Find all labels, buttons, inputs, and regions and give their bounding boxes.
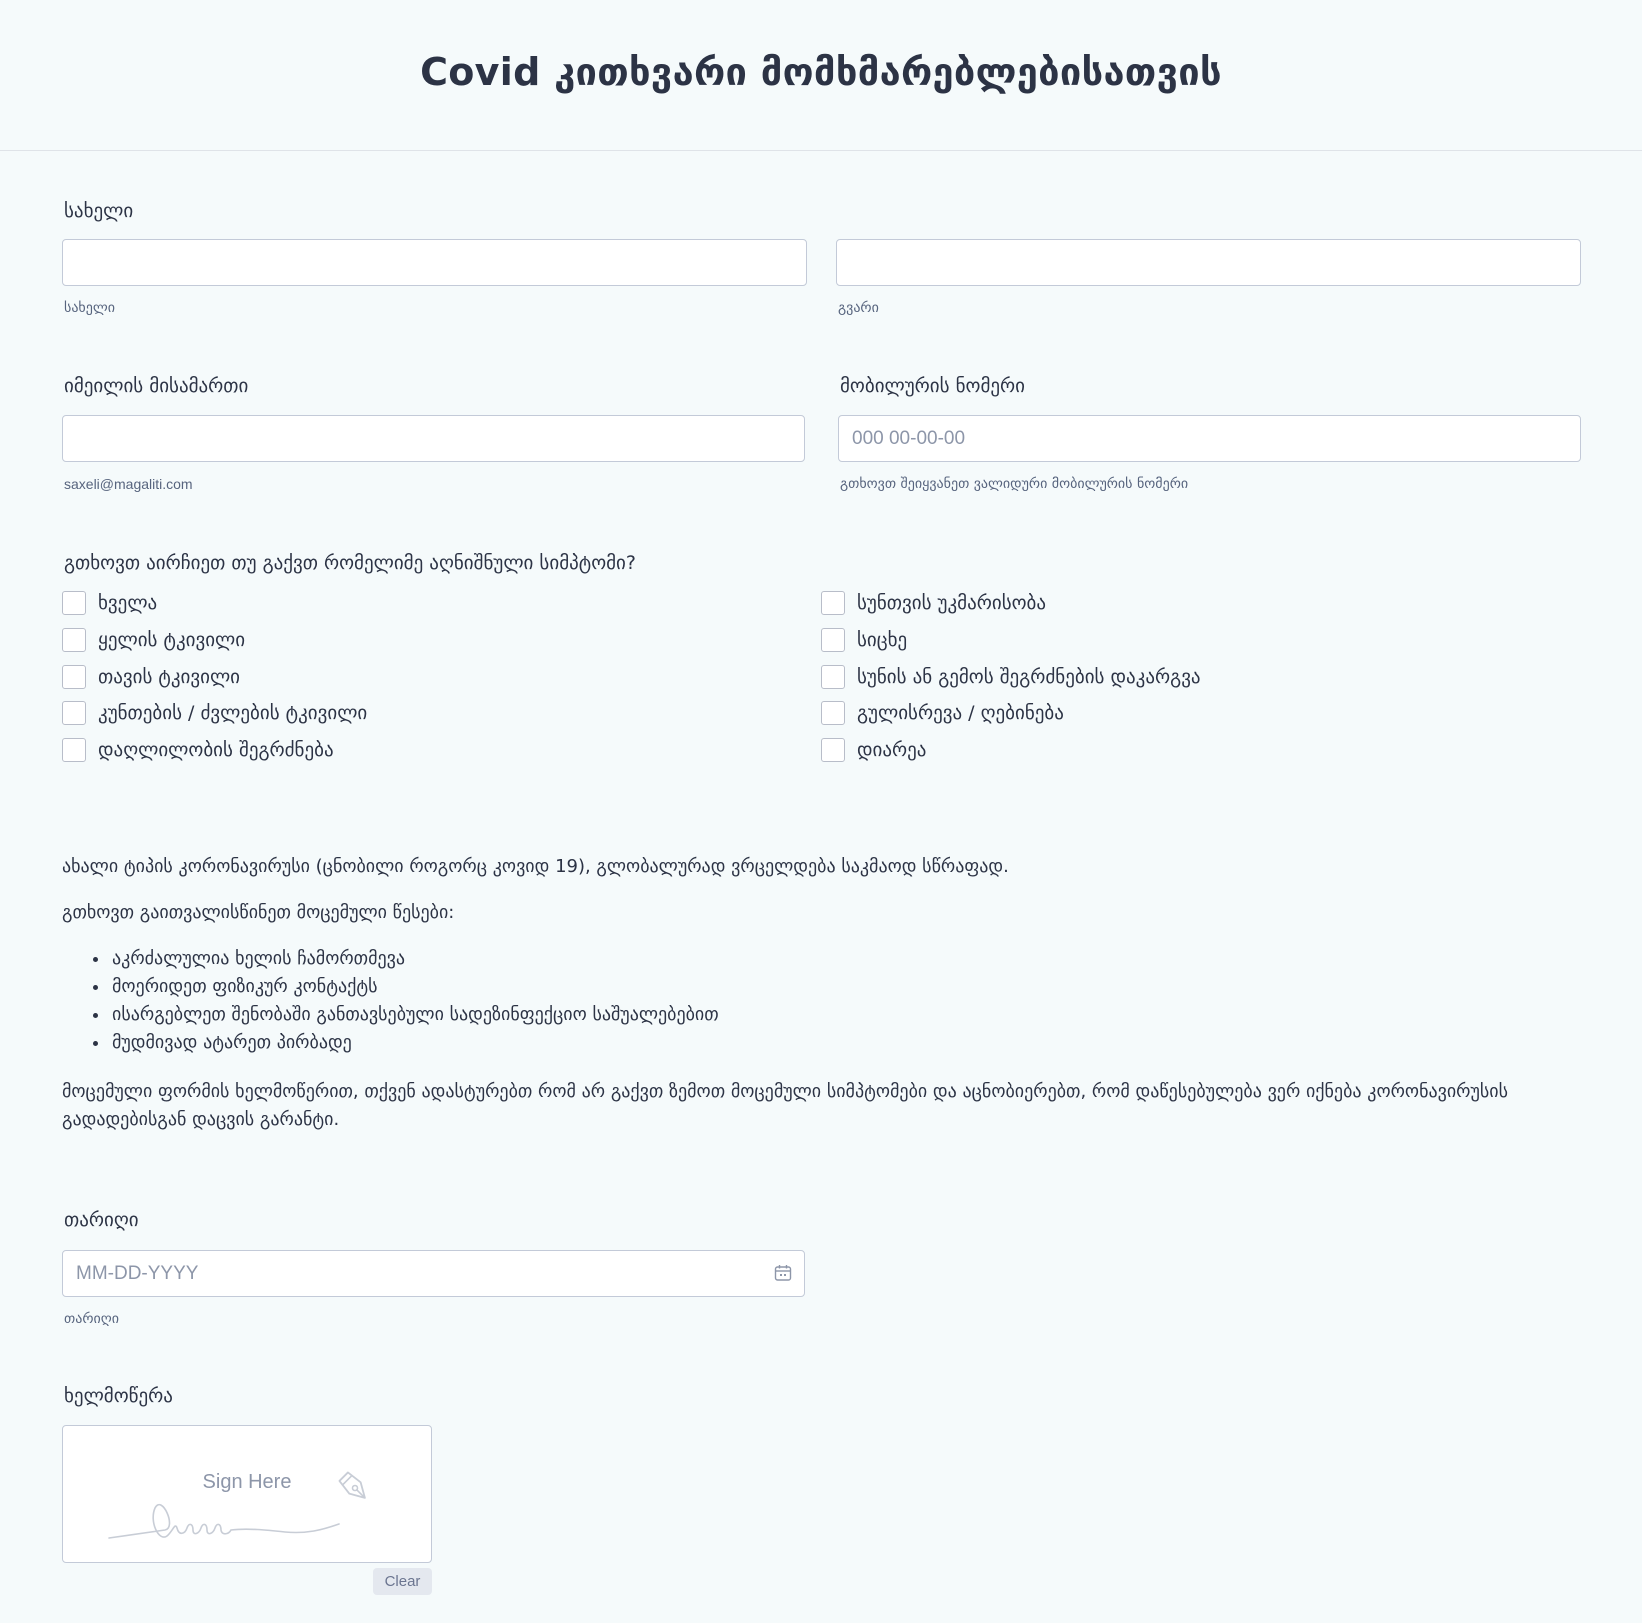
info-intro: ახალი ტიპის კორონავირუსი (ცნობილი როგორც კოვიდ 19), გლობალურად ვრცელდება საკმაოდ სწრაფად.	[62, 856, 1009, 877]
checkbox[interactable]	[821, 591, 845, 615]
symptom-label: კუნთების / ძვლების ტკივილი	[98, 702, 368, 724]
symptom-option[interactable]	[62, 627, 245, 653]
pen-nib-icon	[335, 1468, 375, 1508]
checkbox[interactable]	[821, 701, 845, 725]
clear-signature-button[interactable]: Clear	[373, 1568, 432, 1595]
name-label: სახელი	[64, 200, 134, 222]
last-name-input[interactable]	[836, 239, 1581, 286]
symptom-label: დიარეა	[857, 739, 927, 761]
sign-here-prompt: Sign Here	[202, 1471, 292, 1493]
rule-item: • მუდმივად ატარეთ პირბადე	[110, 1029, 719, 1057]
checkbox[interactable]	[821, 738, 845, 762]
checkbox[interactable]	[62, 701, 86, 725]
symptom-option[interactable]	[62, 590, 157, 616]
form-title: Covid კითხვარი მომხმარებლებისათვის	[420, 50, 1222, 94]
signature-label: ხელმოწერა	[64, 1385, 173, 1407]
rule-item: • ისარგებლეთ შენობაში განთავსებული სადეზინფექციო საშუალებებით	[110, 1001, 719, 1029]
rule-item: • აკრძალულია ხელის ჩამორთმევა	[110, 945, 719, 973]
signature-pad[interactable]	[62, 1425, 432, 1563]
form-header	[0, 0, 1642, 151]
symptom-option[interactable]	[821, 664, 1201, 690]
symptom-label: თავის ტკივილი	[98, 666, 240, 688]
symptom-label: ხველა	[98, 592, 158, 614]
checkbox[interactable]	[62, 628, 86, 652]
phone-sublabel: გთხოვთ შეიყვანეთ ვალიდური მობილურის ნომერი	[840, 476, 1189, 492]
symptom-label: ყელის ტკივილი	[98, 629, 246, 651]
symptoms-question: გთხოვთ აირჩიეთ თუ გაქვთ რომელიმე აღნიშნული სიმპტომი?	[64, 552, 636, 574]
symptom-option[interactable]	[821, 627, 907, 653]
rule-item: • მოერიდეთ ფიზიკურ კონტაქტს	[110, 973, 719, 1001]
symptom-option[interactable]	[62, 737, 334, 763]
disclaimer-line-2: გადადებისგან დაცვის გარანტი.	[62, 1109, 340, 1130]
email-sublabel: saxeli@magaliti.com	[64, 476, 193, 492]
symptom-option[interactable]	[821, 590, 1046, 616]
symptom-option[interactable]	[821, 737, 926, 763]
phone-placeholder: 000 00-00-00	[852, 427, 966, 449]
calendar-icon[interactable]	[774, 1264, 792, 1282]
rules-list	[110, 945, 719, 1057]
date-label: თარიღი	[64, 1209, 139, 1231]
symptom-option[interactable]	[62, 664, 240, 690]
checkbox[interactable]	[62, 738, 86, 762]
symptom-label: სუნის ან გემოს შეგრძნების დაკარგვა	[857, 666, 1201, 688]
symptom-label: სიცხე	[857, 629, 908, 651]
symptom-label: სუნთვის უკმარისობა	[857, 592, 1047, 614]
checkbox[interactable]	[62, 665, 86, 689]
date-sublabel: თარიღი	[64, 1311, 119, 1327]
email-input[interactable]	[62, 415, 805, 462]
checkbox[interactable]	[62, 591, 86, 615]
checkbox[interactable]	[821, 665, 845, 689]
date-placeholder: MM-DD-YYYY	[76, 1262, 199, 1284]
disclaimer-line-1: მოცემული ფორმის ხელმოწერით, თქვენ ადასტურებთ რომ არ გაქვთ ზემოთ მოცემული სიმპტომები და აცნობიერებთ, რომ დაწესებულება ვერ იქნება კორონავირუსის	[62, 1081, 1509, 1102]
first-name-sublabel: სახელი	[64, 300, 115, 316]
symptom-option[interactable]	[821, 700, 1064, 726]
symptom-label: გულისრევა / ღებინება	[857, 702, 1064, 724]
date-input[interactable]	[62, 1250, 805, 1297]
checkbox[interactable]	[821, 628, 845, 652]
symptom-option[interactable]	[62, 700, 367, 726]
first-name-input[interactable]	[62, 239, 807, 286]
rules-heading: გთხოვთ გაითვალისწინეთ მოცემული წესები:	[62, 902, 455, 923]
last-name-sublabel: გვარი	[838, 300, 879, 316]
phone-label: მობილურის ნომერი	[840, 375, 1025, 397]
symptom-label: დაღლილობის შეგრძნება	[98, 739, 334, 761]
phone-input[interactable]	[838, 415, 1581, 462]
email-label: იმეილის მისამართი	[64, 375, 249, 397]
